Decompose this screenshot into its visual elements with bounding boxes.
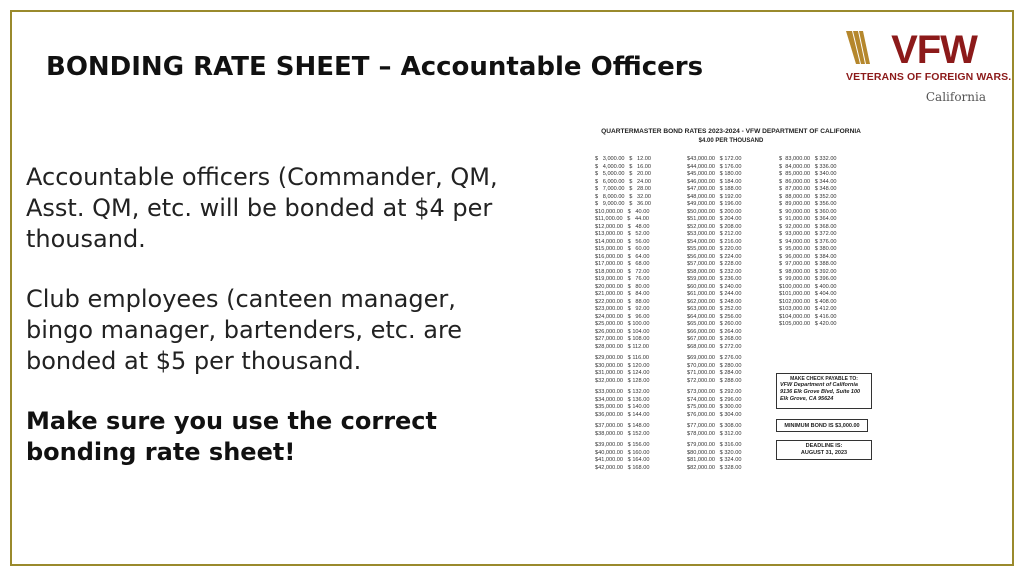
rate-sheet-subtitle: $4.00 PER THOUSAND: [698, 138, 764, 144]
rate-row: $57,000.00 $ 228.00: [687, 261, 742, 267]
rate-row: $79,000.00 $ 316.00: [687, 442, 742, 448]
officers-paragraph: Accountable officers (Commander, QM, Asst. QM, etc. will be bonded at $4 per thousand.: [26, 163, 498, 253]
slide-title: BONDING RATE SHEET – Accountable Officers: [46, 52, 704, 82]
rate-row: $ 5,000.00 $ 20.00: [595, 171, 651, 177]
rate-row: $22,000.00 $ 88.00: [595, 298, 650, 305]
rate-row: $60,000.00 $ 240.00: [687, 283, 742, 290]
rate-sheet-image: [586, 122, 876, 494]
rate-row: $ 98,000.00 $ 392.00: [779, 268, 837, 275]
rate-row: $41,000.00 $ 164.00: [595, 457, 650, 463]
rate-row: $59,000.00 $ 236.00: [687, 276, 742, 282]
rate-row: $64,000.00 $ 256.00: [687, 313, 742, 320]
minimum-bond-box: MINIMUM BOND IS $3,000.00: [776, 419, 868, 432]
employees-paragraph: Club employees (canteen manager, bingo manager, bartenders, etc. are bonded at $5 per thousand.: [26, 285, 463, 375]
rate-row: $47,000.00 $ 188.00: [687, 186, 742, 192]
deadline-date: AUGUST 31, 2023: [800, 450, 848, 456]
rate-row: $68,000.00 $ 272.00: [687, 343, 742, 350]
payable-header: MAKE CHECK PAYABLE TO:: [790, 376, 858, 382]
rate-row: $ 89,000.00 $ 356.00: [779, 201, 837, 207]
rate-row: $ 94,000.00 $ 376.00: [779, 238, 837, 245]
reminder-paragraph: Make sure you use the correct bonding rate sheet!: [26, 407, 437, 466]
rate-row: $34,000.00 $ 136.00: [595, 396, 650, 403]
rate-row: $18,000.00 $ 72.00: [595, 268, 650, 275]
rate-row: $72,000.00 $ 288.00: [687, 377, 742, 384]
logo-tagline: VETERANS OF FOREIGN WARS.: [846, 71, 1012, 83]
rate-row: $101,000.00 $ 404.00: [779, 291, 837, 297]
deadline-box: [776, 440, 872, 460]
rate-row: $28,000.00 $ 112.00: [595, 343, 650, 350]
rate-row: $61,000.00 $ 244.00: [687, 291, 742, 297]
rate-row: $74,000.00 $ 296.00: [687, 396, 742, 403]
rate-row: $12,000.00 $ 48.00: [595, 223, 650, 230]
rate-row: $23,000.00 $ 92.00: [595, 306, 650, 312]
rate-row: $39,000.00 $ 156.00: [595, 442, 650, 448]
rate-row: $ 84,000.00 $ 336.00: [779, 163, 837, 170]
rate-row: $14,000.00 $ 56.00: [595, 238, 650, 245]
rate-row: $81,000.00 $ 324.00: [687, 457, 742, 463]
rate-row: $27,000.00 $ 108.00: [595, 336, 650, 342]
rate-row: $42,000.00 $ 168.00: [595, 464, 650, 471]
rate-row: $63,000.00 $ 252.00: [687, 306, 742, 312]
rate-row: $33,000.00 $ 132.00: [595, 389, 650, 395]
rate-row: $43,000.00 $ 172.00: [687, 156, 742, 162]
rate-row: $19,000.00 $ 76.00: [595, 276, 650, 282]
rate-row: $26,000.00 $ 104.00: [595, 328, 650, 335]
rate-row: $25,000.00 $ 100.00: [595, 321, 650, 327]
rate-row: $ 93,000.00 $ 372.00: [779, 231, 837, 237]
rate-row: $21,000.00 $ 84.00: [595, 291, 650, 297]
rate-column-2: [687, 156, 741, 472]
rate-row: $82,000.00 $ 328.00: [687, 464, 742, 471]
payable-line: 9136 Elk Grove Blvd, Suite 100: [780, 389, 861, 395]
rate-row: $ 99,000.00 $ 396.00: [779, 276, 837, 282]
rate-row: $29,000.00 $ 116.00: [595, 355, 650, 361]
rate-row: $ 92,000.00 $ 368.00: [779, 223, 837, 230]
rate-row: $56,000.00 $ 224.00: [687, 253, 742, 260]
rate-row: $ 8,000.00 $ 32.00: [595, 193, 651, 200]
vfw-logo-mark-icon: [846, 28, 996, 68]
rate-row: $30,000.00 $ 120.00: [595, 362, 650, 369]
rate-row: $102,000.00 $ 408.00: [779, 298, 837, 305]
rate-row: $104,000.00 $ 416.00: [779, 313, 837, 320]
rate-row: $15,000.00 $ 60.00: [595, 246, 650, 252]
rate-row: $70,000.00 $ 280.00: [687, 362, 742, 369]
rate-row: $ 83,000.00 $ 332.00: [779, 156, 837, 162]
rate-row: $ 86,000.00 $ 344.00: [779, 178, 837, 185]
rate-row: $ 90,000.00 $ 360.00: [779, 208, 837, 215]
rate-row: $49,000.00 $ 196.00: [687, 201, 742, 207]
rate-row: $76,000.00 $ 304.00: [687, 411, 742, 418]
deadline-label: DEADLINE IS:: [805, 443, 843, 449]
vfw-brand-text: VFW: [891, 28, 977, 68]
rate-row: $73,000.00 $ 292.00: [687, 389, 742, 395]
rate-row: $ 85,000.00 $ 340.00: [779, 171, 837, 177]
rate-row: $54,000.00 $ 216.00: [687, 238, 742, 245]
rate-row: $13,000.00 $ 52.00: [595, 231, 650, 237]
rate-row: $ 97,000.00 $ 388.00: [779, 261, 837, 267]
rate-row: $31,000.00 $ 124.00: [595, 370, 650, 376]
rate-row: $65,000.00 $ 260.00: [687, 321, 742, 327]
rate-row: $10,000.00 $ 40.00: [595, 208, 650, 215]
rate-row: $ 88,000.00 $ 352.00: [779, 193, 837, 200]
rate-row: $100,000.00 $ 400.00: [779, 283, 837, 290]
rate-row: $36,000.00 $ 144.00: [595, 411, 650, 418]
payable-line: VFW Department of California: [780, 382, 858, 388]
rate-row: $105,000.00 $ 420.00: [779, 321, 837, 327]
rate-row: $ 91,000.00 $ 364.00: [779, 216, 837, 222]
rate-row: $46,000.00 $ 184.00: [687, 178, 742, 185]
rate-row: $17,000.00 $ 68.00: [595, 261, 650, 267]
rate-row: $53,000.00 $ 212.00: [687, 231, 742, 237]
rate-row: $ 87,000.00 $ 348.00: [779, 186, 837, 192]
rate-row: $35,000.00 $ 140.00: [595, 404, 650, 410]
rate-row: $16,000.00 $ 64.00: [595, 253, 650, 260]
rate-column-1: [595, 156, 651, 472]
rate-row: $20,000.00 $ 80.00: [595, 283, 650, 290]
rate-row: $ 4,000.00 $ 16.00: [595, 163, 651, 170]
payable-box: [776, 373, 872, 409]
rate-row: $75,000.00 $ 300.00: [687, 404, 742, 410]
rate-row: $37,000.00 $ 148.00: [595, 423, 650, 429]
rate-row: $58,000.00 $ 232.00: [687, 268, 742, 275]
rate-row: $80,000.00 $ 320.00: [687, 449, 742, 456]
rate-sheet-title: QUARTERMASTER BOND RATES 2023-2024 - VFW DEPARTMENT OF CALIFORNIA: [601, 128, 861, 135]
rate-row: $50,000.00 $ 200.00: [687, 208, 742, 215]
rate-row: $40,000.00 $ 160.00: [595, 449, 650, 456]
logo-state: California: [925, 90, 986, 104]
rate-row: $55,000.00 $ 220.00: [687, 246, 742, 252]
rate-row: $38,000.00 $ 152.00: [595, 430, 650, 437]
rate-row: $45,000.00 $ 180.00: [687, 171, 742, 177]
rate-row: $11,000.00 $ 44.00: [595, 216, 650, 222]
rate-row: $48,000.00 $ 192.00: [687, 193, 742, 200]
rate-row: $24,000.00 $ 96.00: [595, 313, 650, 320]
rate-row: $ 96,000.00 $ 384.00: [779, 253, 837, 260]
rate-row: $62,000.00 $ 248.00: [687, 298, 742, 305]
rate-row: $52,000.00 $ 208.00: [687, 223, 742, 230]
rate-row: $ 7,000.00 $ 28.00: [595, 186, 651, 192]
payable-line: Elk Grove, CA 95624: [780, 396, 834, 402]
rate-row: $103,000.00 $ 412.00: [779, 306, 837, 312]
rate-row: $ 9,000.00 $ 36.00: [595, 201, 651, 207]
rate-row: $67,000.00 $ 268.00: [687, 336, 742, 342]
rate-row: $66,000.00 $ 264.00: [687, 328, 742, 335]
rate-column-3: [779, 156, 837, 329]
rate-row: $69,000.00 $ 276.00: [687, 355, 742, 361]
rate-row: $77,000.00 $ 308.00: [687, 423, 742, 429]
rate-row: $51,000.00 $ 204.00: [687, 216, 742, 222]
rate-row: $78,000.00 $ 312.00: [687, 430, 742, 437]
rate-row: $ 6,000.00 $ 24.00: [595, 178, 651, 185]
rate-row: $44,000.00 $ 176.00: [687, 163, 742, 170]
rate-row: $ 3,000.00 $ 12.00: [595, 156, 651, 162]
rate-row: $32,000.00 $ 128.00: [595, 377, 650, 384]
rate-row: $71,000.00 $ 284.00: [687, 370, 742, 376]
rate-row: $ 95,000.00 $ 380.00: [779, 246, 837, 252]
vfw-logo: [846, 28, 1012, 108]
